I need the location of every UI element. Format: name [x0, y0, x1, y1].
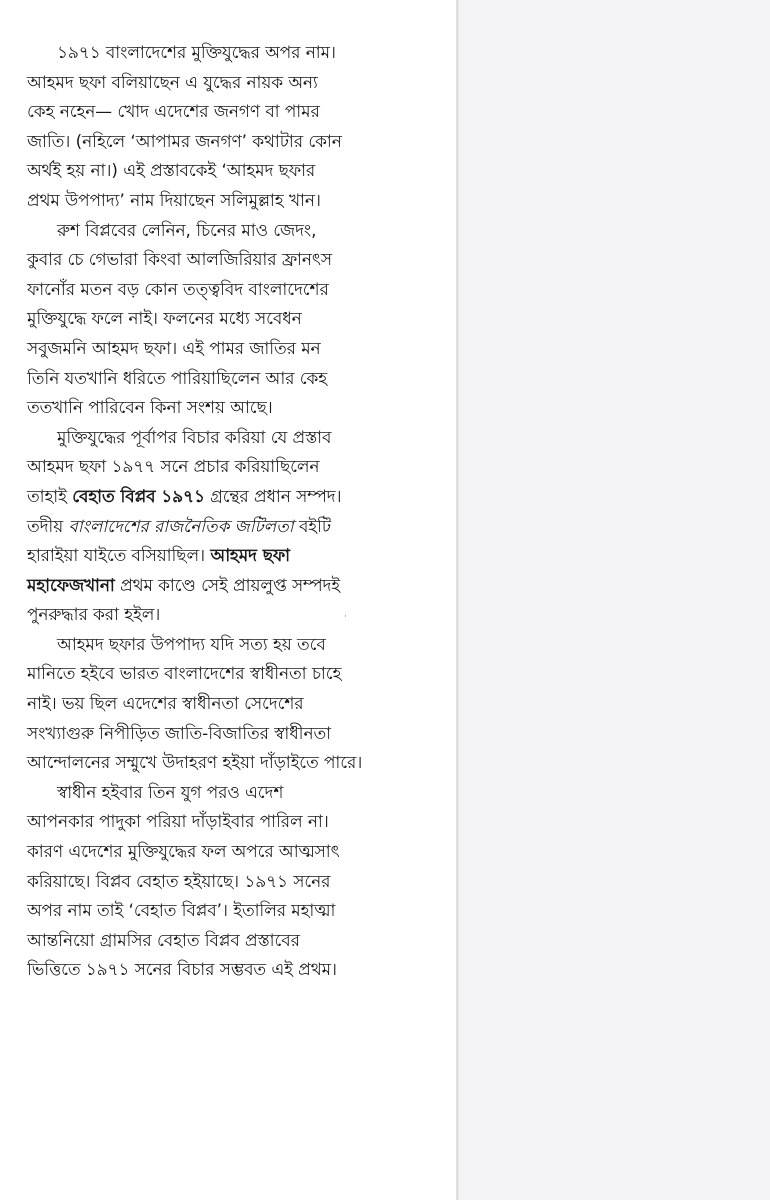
paragraph-1 [27, 38, 427, 216]
book-title-bold: বেহাত বিপ্লব ১৯৭১ [72, 485, 205, 506]
text-line: ততখানি পারিবেন কিনা সংশয় আছে। [27, 397, 273, 418]
text-line [27, 482, 427, 512]
text-line: কেহ নহেন— খোদ এদেশের জনগণ বা পামর [27, 101, 320, 122]
text-line [27, 512, 427, 542]
paragraph-4 [27, 630, 427, 778]
text-fragment: গ্রন্থের প্রধান সম্পদ। [204, 485, 342, 506]
text-line: কারণ এদেশের মুক্তিযুদ্ধের ফল অপরে আত্মসাৎ [27, 841, 340, 862]
text-line: কুবার চে গেভারা কিংবা আলজিরিয়ার ফ্রানৎস [27, 249, 332, 270]
text-line: মুক্তিযুদ্ধে ফলে নাই। ফলনের মধ্যে সবেধন [27, 308, 302, 329]
text-line: নাই। ভয় ছিল এদেশের স্বাধীনতা সেদেশের [27, 693, 304, 714]
book-title-italic: বাংলাদেশের রাজনৈতিক জটিলতা [68, 515, 294, 536]
text-line: আন্তনিয়ো গ্রামসির বেহাত বিপ্লব প্রস্তাবের [27, 929, 300, 950]
text-line: আন্দোলনের সম্মুখে উদাহরণ হইয়া দাঁড়াইতে পারে। [27, 752, 363, 773]
text-line: সংখ্যাগুরু নিপীড়িত জাতি-বিজাতির স্বাধীনতা [27, 722, 331, 743]
text-line: স্বাধীন হইবার তিন যুগ পরও এদেশ [57, 781, 284, 802]
paragraph-5 [27, 778, 427, 985]
text-line: আহমদ ছফা ১৯৭৭ সনে প্রচার করিয়াছিলেন [27, 456, 320, 477]
text-line: ফানোঁর মতন বড় কোন তত্ত্ববিদ বাংলাদেশের [27, 278, 329, 299]
text-line: পুনরুদ্ধার করা হইল। [27, 604, 161, 625]
text-fragment: বইটি [293, 515, 331, 536]
text-line: রুশ বিপ্লবের লেনিন, চিনের মাও জেদং, [57, 219, 317, 240]
series-title-bold: আহমদ ছফা [210, 545, 290, 566]
text-fragment: তদীয় [27, 515, 69, 536]
text-line: মানিতে হইবে ভারত বাংলাদেশের স্বাধীনতা চাহে [27, 663, 342, 684]
text-line: আপনকার পাদুকা পরিয়া দাঁড়াইবার পারিল না। [27, 811, 329, 832]
text-line: অপর নাম তাই ‘বেহাত বিপ্লব’। ইতালির মহাত্মা [27, 900, 336, 921]
text-line: সবুজমনি আহমদ ছফা। এই পামর জাতির মন [27, 337, 321, 358]
text-line: মুক্তিযুদ্ধের পূর্বাপর বিচার করিয়া যে প্রস্তাব [57, 426, 332, 447]
text-line: প্রথম উপপাদ্য’ নাম দিয়াছেন সলিমুল্লাহ খান। [27, 189, 321, 210]
text-fragment: তাহাই [27, 485, 73, 506]
text-fragment: হারাইয়া যাইতে বসিয়াছিল। [27, 545, 211, 566]
text-line: অর্থই হয় না।) এই প্রস্তাবকেই ‘আহমদ ছফার [27, 160, 316, 181]
text-line: করিয়াছে। বিপ্লব বেহাত হইয়াছে। ১৯৭১ সনের [27, 870, 331, 891]
text-line [27, 541, 427, 571]
text-fragment: প্রথম কাণ্ডে সেই প্রায়লুপ্ত সম্পদই [114, 574, 341, 595]
text-line: ভিত্তিতে ১৯৭১ সনের বিচার সম্ভবত এই প্রথম। [27, 959, 337, 980]
series-title-bold: মহাফেজখানা [27, 574, 115, 595]
text-line: তিনি যতখানি ধরিতে পারিয়াছিলেন আর কেহ [27, 367, 328, 388]
paragraph-3 [27, 423, 427, 630]
paragraph-2 [27, 216, 427, 423]
text-line: জাতি। (নহিলে ‘আপামর জনগণ’ কথাটার কোন [27, 130, 342, 151]
text-line: ১৯৭১ বাংলাদেশের মুক্তিযুদ্ধের অপর নাম। [57, 42, 336, 62]
blank-panel [459, 0, 770, 1200]
text-line: আহমদ ছফা বলিয়াছেন এ যুদ্ধের নায়ক অন্য [27, 71, 318, 92]
text-line: আহমদ ছফার উপপাদ্য যদি সত্য হয় তবে [57, 633, 326, 654]
flap-text [27, 38, 427, 985]
scan-speck: · [344, 611, 347, 621]
text-line [27, 571, 427, 601]
